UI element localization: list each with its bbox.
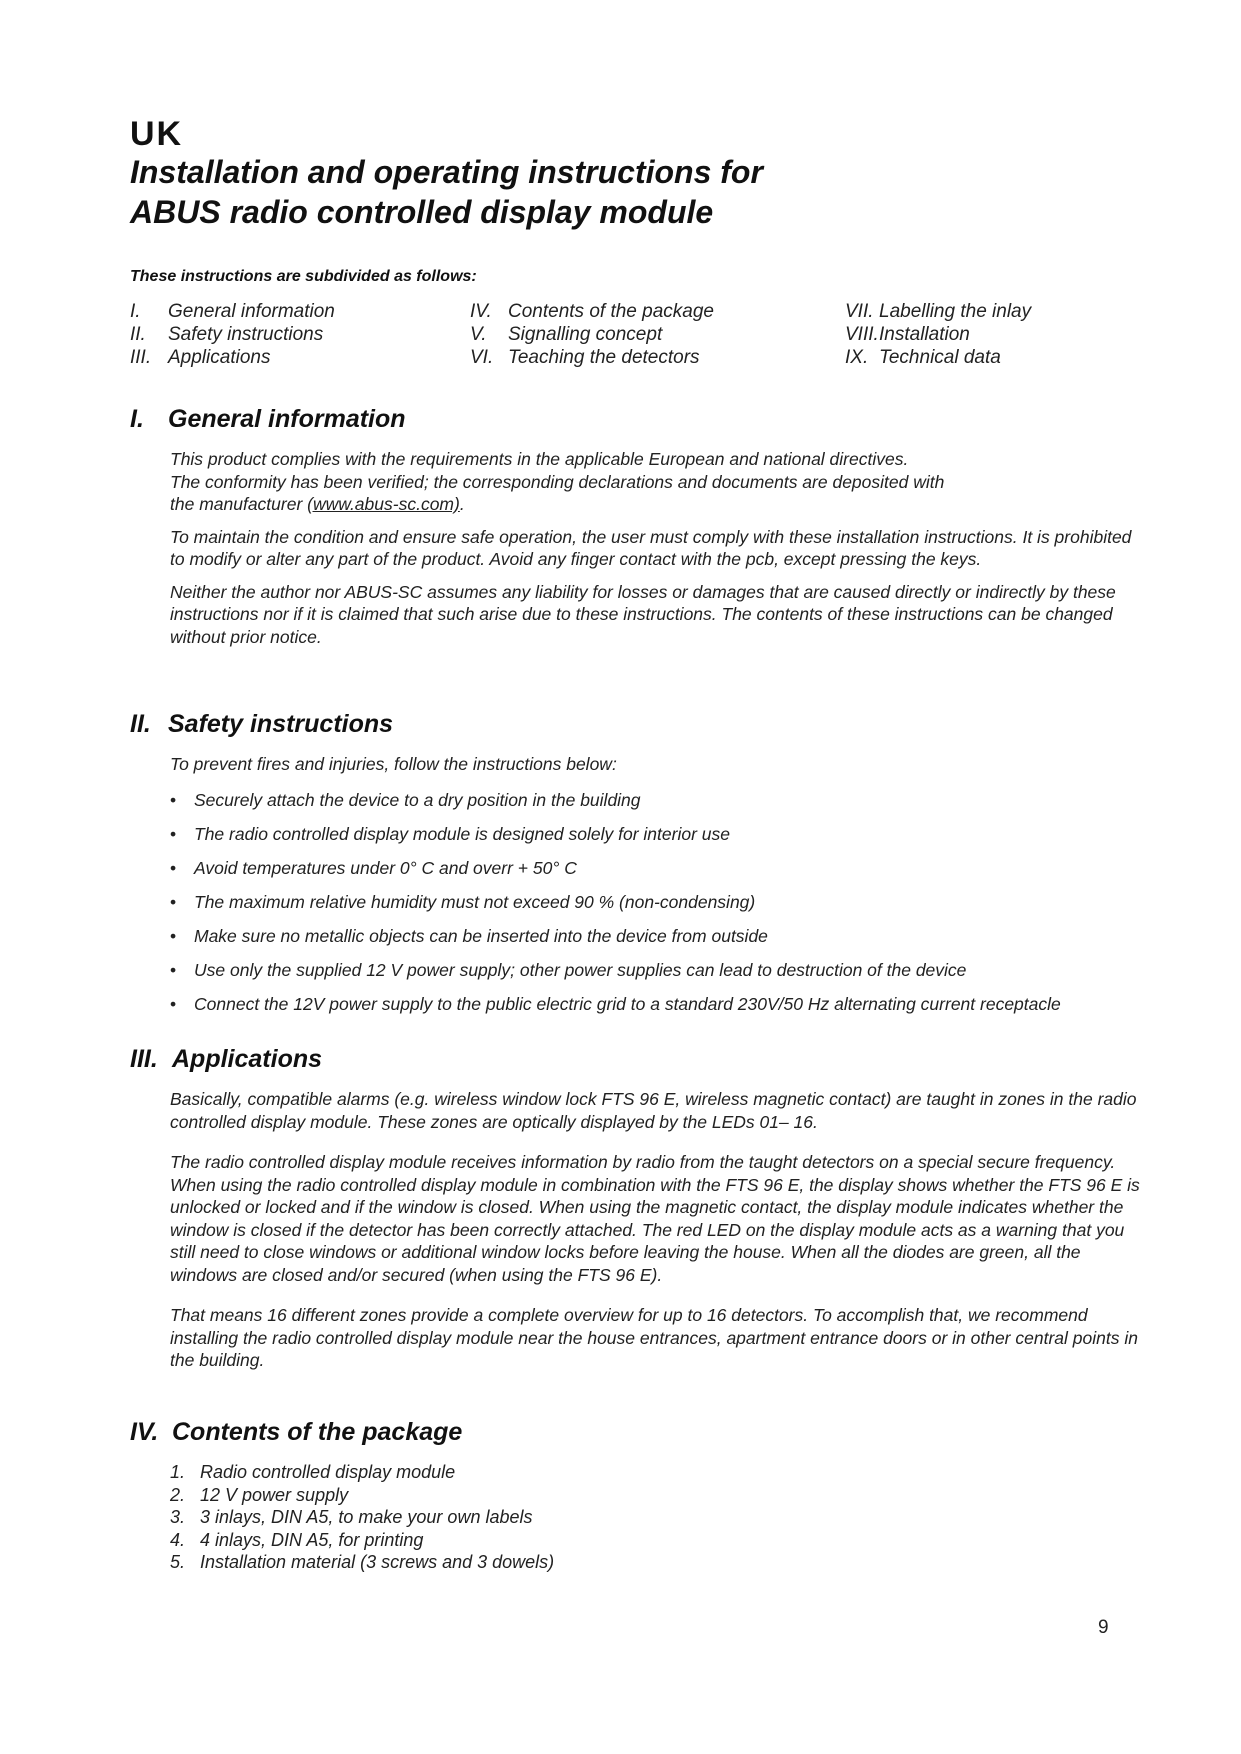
- toc-label: Applications: [168, 347, 271, 368]
- section-title: General information: [168, 405, 406, 433]
- section-number: IV.: [130, 1418, 159, 1446]
- section-body: [170, 753, 1140, 1015]
- toc-item: [130, 300, 470, 323]
- toc-item: [845, 346, 1185, 369]
- toc-num: III.: [130, 347, 152, 368]
- toc-label: Installation: [879, 324, 970, 345]
- item-number: 1.: [170, 1462, 186, 1482]
- manufacturer-link[interactable]: (www.abus-sc.com): [307, 494, 460, 514]
- toc-num: I.: [130, 301, 141, 322]
- paragraph: The radio controlled display module receives information by radio from the taught detectors on a special secure frequency. When using the radio controlled display module in combination with the FTS 96 E, the display shows whether the FTS 96 E is unlocked or locked and if the window is closed. When using the magnetic contact, the display module indicates whether the window is closed if the detector has been correctly attached. The red LED on the display module acts as a warning that you still need to close windows or additional window locks before leaving the house. When all the diodes are green, all the windows are closed and/or secured (when using the FTS 96 E).: [170, 1152, 1140, 1285]
- section-heading: [130, 1045, 1130, 1074]
- toc-item: [470, 323, 810, 346]
- title-line-1: Installation and operating instructions for: [130, 154, 763, 190]
- list-item: [170, 1506, 1140, 1529]
- paragraph: Neither the author nor ABUS-SC assumes any liability for losses or damages that are caused directly or indirectly by these instructions nor if it is claimed that such arise due to these instructions. The contents of these instructions can be changed without prior notice.: [170, 581, 1116, 647]
- list-item: • Make sure no metallic objects can be inserted into the device from outside: [170, 925, 1140, 948]
- section-title: Safety instructions: [168, 710, 394, 738]
- toc-num: VII.: [845, 301, 874, 322]
- text-line: This product complies with the requirements in the applicable European and national directives.: [170, 449, 909, 469]
- item-number: 4.: [170, 1529, 186, 1550]
- section-general-information: [130, 405, 1130, 658]
- section-contents-of-package: [130, 1418, 1130, 1574]
- toc-column-1: [130, 300, 470, 369]
- toc-num: IX.: [845, 347, 869, 368]
- toc-item: [130, 346, 470, 369]
- section-body: [170, 448, 1140, 648]
- toc-label: Labelling the inlay: [879, 301, 1032, 322]
- section-number: II.: [130, 710, 151, 738]
- toc-item: [470, 300, 810, 323]
- paragraph: To prevent fires and injuries, follow the instructions below:: [170, 754, 617, 774]
- item-number: 5.: [170, 1552, 186, 1572]
- subdivision-intro: These instructions are subdivided as follows:: [130, 268, 477, 285]
- text-line: The conformity has been verified; the corresponding declarations and documents are deposited with: [170, 471, 945, 492]
- toc-num: IV.: [470, 301, 492, 322]
- list-item: [170, 1551, 1140, 1574]
- toc-item: [845, 323, 1185, 346]
- list-item: [170, 1484, 1140, 1507]
- list-item: [170, 1461, 1140, 1484]
- section-heading: [130, 1418, 1130, 1447]
- text-line: the manufacturer: [170, 494, 303, 514]
- list-item: [170, 1529, 1140, 1552]
- language-code: UK: [130, 115, 184, 153]
- list-item: • The maximum relative humidity must not exceed 90 % (non-condensing): [170, 891, 1140, 914]
- section-number: III.: [130, 1045, 158, 1073]
- section-safety-instructions: [130, 710, 1130, 1027]
- item-label: Installation material (3 screws and 3 dowels): [200, 1552, 555, 1572]
- toc-num: V.: [470, 324, 487, 345]
- section-number: I.: [130, 405, 144, 433]
- toc-label: Signalling concept: [508, 324, 663, 345]
- toc-item: [470, 346, 810, 369]
- safety-list: [170, 789, 1140, 1016]
- section-title: Contents of the package: [172, 1418, 463, 1446]
- paragraph: Basically, compatible alarms (e.g. wireless window lock FTS 96 E, wireless magnetic contact) are taught in zones in the radio controlled display module. These zones are optically displayed by the LEDs 01– 16.: [170, 1089, 1137, 1132]
- toc-label: General information: [168, 301, 335, 322]
- document-title: [130, 152, 763, 232]
- section-heading: [130, 710, 1130, 739]
- section-heading: [130, 405, 1130, 434]
- toc-item: [845, 300, 1185, 323]
- section-title: Applications: [172, 1045, 323, 1073]
- page-number: 9: [1098, 1617, 1109, 1638]
- list-item: • Securely attach the device to a dry position in the building: [170, 789, 1140, 812]
- item-number: 2.: [170, 1484, 186, 1505]
- item-label: 3 inlays, DIN A5, to make your own labels: [200, 1507, 533, 1527]
- toc-item: [130, 323, 470, 346]
- item-label: Radio controlled display module: [200, 1462, 456, 1482]
- paragraph: That means 16 different zones provide a complete overview for up to 16 detectors. To accomplish that, we recommend installing the radio controlled display module near the house entrances, apartment entrance doors or in other central points in the building.: [170, 1305, 1138, 1370]
- section-body: [170, 1088, 1140, 1372]
- toc-num: VIII.: [845, 324, 879, 345]
- toc-num: II.: [130, 324, 146, 345]
- item-label: 4 inlays, DIN A5, for printing: [200, 1529, 424, 1550]
- toc-label: Teaching the detectors: [508, 347, 700, 368]
- section-body: [170, 1461, 1140, 1574]
- toc-label: Technical data: [879, 347, 1001, 368]
- list-item: • Use only the supplied 12 V power supply; other power supplies can lead to destruction of the device: [170, 959, 1140, 982]
- toc-column-3: [845, 300, 1185, 369]
- list-item: • Connect the 12V power supply to the public electric grid to a standard 230V/50 Hz alternating current receptacle: [170, 993, 1140, 1016]
- toc-label: Safety instructions: [168, 324, 324, 345]
- paragraph: [170, 448, 1140, 516]
- list-item: • The radio controlled display module is designed solely for interior use: [170, 823, 1140, 846]
- toc-column-2: [470, 300, 810, 369]
- item-label: 12 V power supply: [200, 1484, 349, 1505]
- toc-num: VI.: [470, 347, 494, 368]
- title-line-2: ABUS radio controlled display module: [130, 194, 714, 230]
- item-number: 3.: [170, 1507, 186, 1527]
- text-punct: .: [459, 494, 465, 514]
- list-item: • Avoid temperatures under 0° C and overr + 50° C: [170, 857, 1140, 880]
- section-applications: [130, 1045, 1140, 1382]
- package-contents-list: [170, 1461, 1140, 1574]
- toc-label: Contents of the package: [508, 301, 714, 322]
- paragraph: To maintain the condition and ensure safe operation, the user must comply with these installation instructions. It is prohibited to modify or alter any part of the product. Avoid any finger contact with the pcb, except pressing the keys.: [170, 526, 1132, 569]
